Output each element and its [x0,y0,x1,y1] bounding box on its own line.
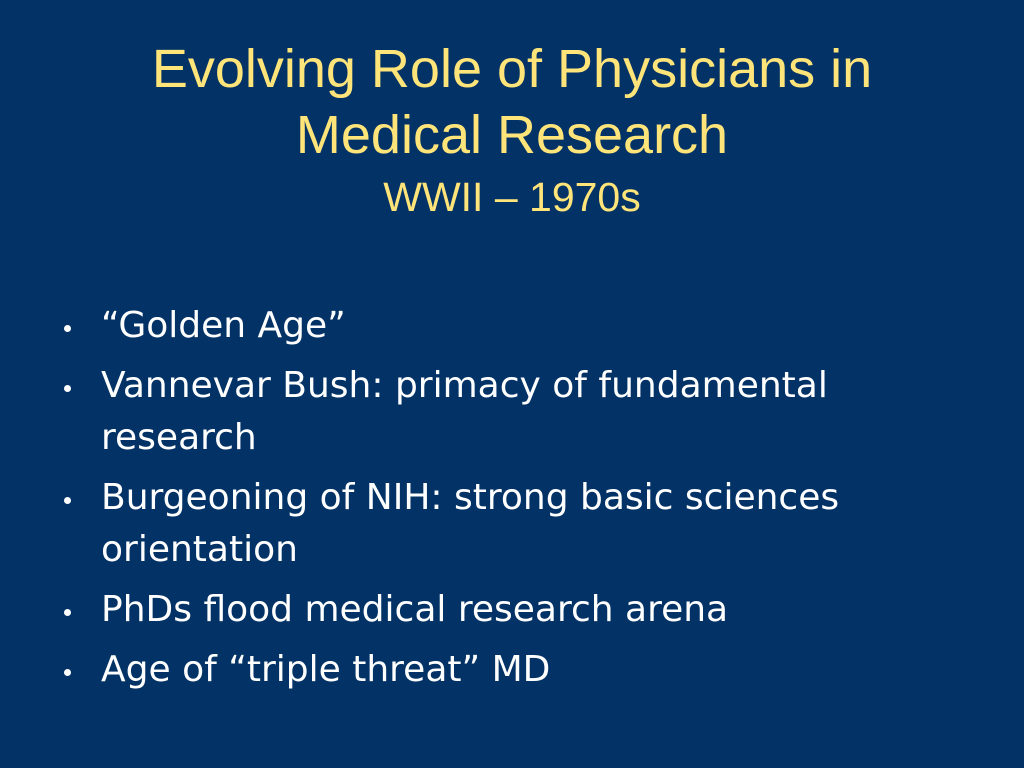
bullet-text: “Golden Age” [101,305,346,346]
slide-title [0,36,1024,220]
bullet-icon [64,609,71,616]
title-line-1: Evolving Role of Physicians in [151,39,873,99]
bullet-text: Burgeoning of NIH: strong basic sciences orientation [101,477,840,570]
bullet-text: Age of “triple threat” MD [101,649,551,690]
bullet-item [62,360,962,464]
bullet-item [62,300,962,352]
bullet-list [62,300,962,704]
bullet-icon [64,669,71,676]
bullet-icon [64,385,71,392]
bullet-text: PhDs flood medical research arena [101,589,729,630]
bullet-item [62,584,962,636]
bullet-item [62,644,962,696]
bullet-icon [64,325,71,332]
bullet-item [62,472,962,576]
bullet-text: Vannevar Bush: primacy of fundamental research [101,365,828,458]
title-line-2: Medical Research [295,105,729,165]
bullet-icon [64,497,71,504]
slide-subtitle: WWII – 1970s [383,174,641,220]
